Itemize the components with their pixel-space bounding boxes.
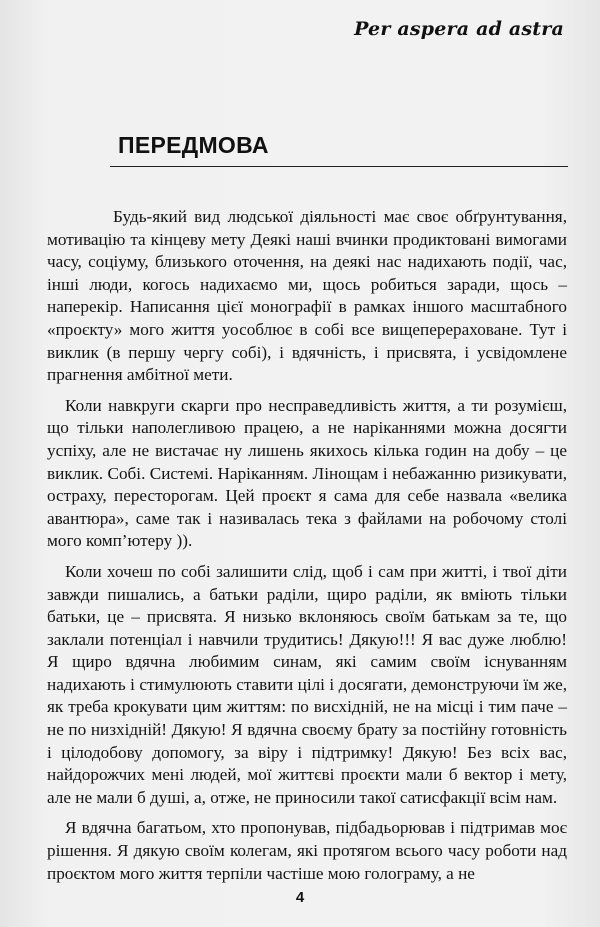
title-underline [110, 166, 568, 167]
paragraph-3: Коли хочеш по собі залишити слід, щоб і сам при житті, і твої діти завжди пишались, а батьки раділи, щиро раділи, як вміють тільки батьки, це – присвята. Я низько вклоняюсь своїм батькам за те, що заклали потенціал і навчили трудитись! Дякую!!! Я вас дуже люблю! Я щиро вдячна любимим синам, які самим своїм існуванням надихають і стимулюють ставити цілі і досягати, демонструючи їм же, як треба крокувати цим життям: по висхідній, не на місці і тим паче – не по низхідній! Дякую! Я вдячна своєму брату за постійну готовність і цілодобову допомогу, за віру і підтримку! Дякую! Без всіх вас, найдорожчих мені людей, мої життєві проєкти мали б вектор і мету, але не мали б душі, а, отже, не приносили такої сатисфакції всім нам. [47, 561, 567, 807]
body-text [47, 206, 567, 893]
running-header-motto: Per aspera ad astra [354, 18, 564, 40]
paragraph-2: Коли навкруги скарги про несправедливість життя, а ти розумієш, що тільки наполегливою працею, а не наріканнями можна досягти успіху, але не вистачає ну лишень якихось кілька годин на добу – це виклик. Собі. Системі. Наріканням. Лінощам і небажанню ризикувати, остраху, пересторогам. Цей проєкт я сама для себе назвала «велика авантюра», саме так і називалась тека з файлами на робочому столі мого комп’ютеру )). [47, 395, 567, 551]
section-title: ПЕРЕДМОВА [118, 132, 269, 158]
paragraph-4: Я вдячна багатьом, хто пропонував, підбадьорював і підтримав моє рішення. Я дякую своїм колегам, які протягом всього часу роботи над проєктом мого життя терпіли частіше мою голограму, а не [47, 818, 567, 883]
paragraph-1: Будь-який вид людської діяльності має своє обґрунтування, мотивацію та кінцеву мету Деякі наші вчинки продиктовані вимогами часу, соціуму, близького оточення, на деякі нас надихають події, час, інші люди, когось надихаємо ми, щось робиться заради, щось – наперекір. Написання цієї монографії в рамках іншого масштабного «проєкту» мого життя уособлює в собі все вищеперераховане. Тут і виклик (в першу чергу собі), і вдячність, і присвята, і усвідомлене прагнення амбітної мети. [47, 207, 567, 385]
page-number: 4 [295, 889, 305, 906]
